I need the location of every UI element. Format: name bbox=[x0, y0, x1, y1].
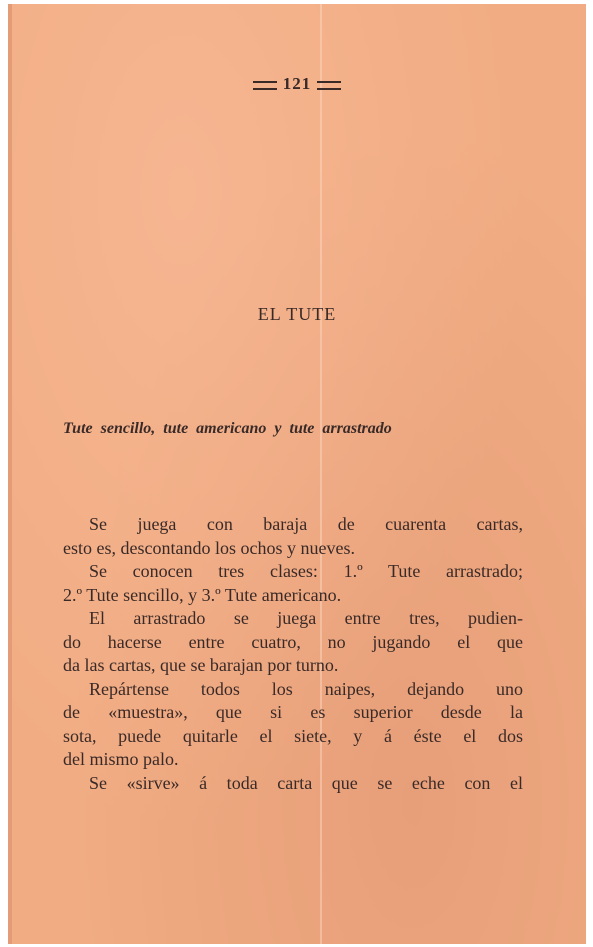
text-line: 2.º Tute sencillo, y 3.º Tute americano. bbox=[63, 584, 342, 605]
text-line: El arrastrado se juega entre tres, pudien- bbox=[89, 608, 523, 628]
text-line: sota, puede quitarle el siete, y á éste el dos bbox=[63, 725, 523, 746]
chapter-subtitle: Tute sencillo, tute americano y tute arrastrado bbox=[63, 420, 392, 437]
text-line: de «muestra», que si es superior desde la bbox=[63, 702, 523, 722]
text-line: da las cartas, que se barajan por turno. bbox=[63, 655, 339, 675]
left-ornament-icon bbox=[253, 81, 277, 90]
text-line: Repártense todos los naipes, dejando uno bbox=[89, 678, 523, 699]
body-text bbox=[63, 513, 523, 795]
text-line: Se conocen tres clases: 1.º Tute arrastrado; bbox=[89, 561, 523, 581]
right-ornament-icon bbox=[317, 81, 341, 90]
page-number: 121 bbox=[282, 74, 312, 93]
chapter-title: EL TUTE bbox=[257, 304, 337, 324]
page-header bbox=[8, 74, 586, 94]
book-page bbox=[8, 4, 586, 944]
text-line: do hacerse entre cuatro, no jugando el que bbox=[63, 631, 523, 652]
text-line: esto es, descontando los ochos y nueves. bbox=[63, 537, 355, 558]
text-line: Se juega con baraja de cuarenta cartas, bbox=[89, 514, 523, 534]
text-line: Se «sirve» á toda carta que se eche con el bbox=[89, 772, 523, 793]
page-edge bbox=[8, 4, 12, 944]
page-fold-line bbox=[320, 4, 322, 944]
text-line: del mismo palo. bbox=[63, 749, 179, 769]
